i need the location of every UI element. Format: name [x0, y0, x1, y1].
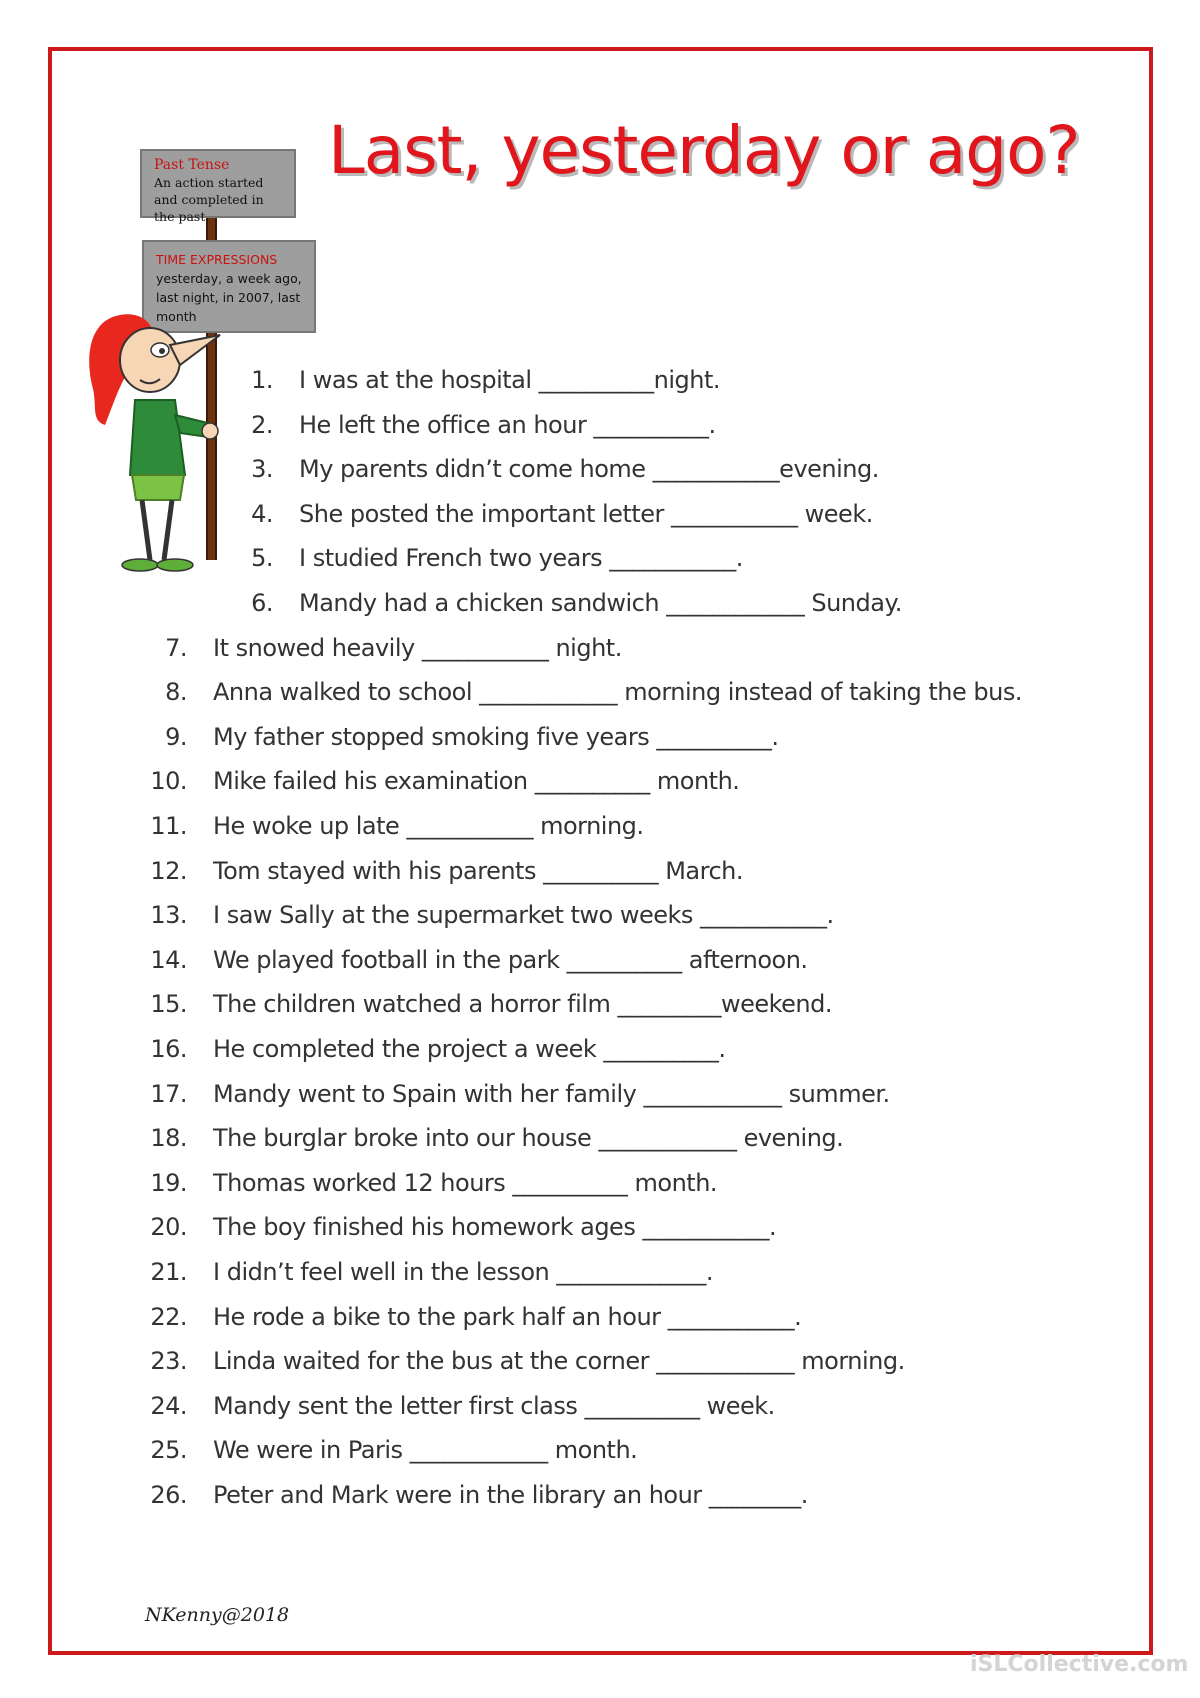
question-text: Thomas worked 12 hours __________ month. — [213, 1168, 718, 1197]
question-number: 17. — [150, 1079, 187, 1108]
question-item — [127, 1475, 808, 1515]
question-item — [127, 761, 739, 801]
question-number: 24. — [150, 1391, 187, 1420]
question-text: It snowed heavily ___________ night. — [213, 633, 622, 662]
question-number: 12. — [150, 856, 187, 885]
question-number: 22. — [150, 1302, 187, 1331]
question-number: 13. — [150, 901, 187, 930]
question-number: 15. — [150, 990, 187, 1019]
question-item — [127, 851, 743, 891]
question-item — [127, 895, 834, 935]
question-text: I was at the hospital __________night. — [299, 366, 721, 394]
question-text: I didn’t feel well in the lesson _____________. — [213, 1258, 713, 1286]
question-text: I studied French two years ___________. — [299, 544, 743, 573]
question-text: Mandy sent the letter first class __________ week. — [213, 1391, 775, 1420]
question-number: 7. — [165, 633, 187, 662]
question-item — [127, 1297, 801, 1337]
question-number: 14. — [150, 945, 187, 974]
question-text: The children watched a horror film _________weekend. — [213, 990, 832, 1019]
question-number: 16. — [150, 1035, 187, 1063]
time-expressions-heading: TIME EXPRESSIONS — [156, 252, 278, 267]
question-item — [213, 538, 743, 578]
question-text: She posted the important letter ___________ week. — [299, 499, 873, 528]
question-text: Linda waited for the bus at the corner ____________ morning. — [213, 1347, 905, 1376]
question-item — [127, 806, 644, 846]
question-item — [213, 405, 716, 445]
question-item — [127, 1252, 713, 1292]
question-text: Anna walked to school ____________ morning instead of taking the bus. — [213, 678, 1022, 707]
question-text: He left the office an hour __________. — [299, 410, 716, 439]
question-item — [127, 1207, 776, 1247]
site-watermark: iSLCollective.com — [970, 1652, 1189, 1677]
question-text: Mike failed his examination __________ month. — [213, 767, 740, 796]
question-number: 20. — [150, 1213, 187, 1242]
question-number: 5. — [251, 544, 273, 573]
question-item — [127, 1430, 637, 1470]
question-number: 19. — [150, 1168, 187, 1197]
question-number: 9. — [165, 722, 187, 751]
question-item — [127, 1163, 717, 1203]
question-item — [213, 360, 720, 400]
question-text: We played football in the park __________ afternoon. — [213, 945, 808, 974]
question-number: 21. — [150, 1258, 187, 1286]
question-item — [213, 449, 879, 489]
question-number: 11. — [150, 812, 187, 840]
question-text: He woke up late ___________ morning. — [213, 812, 644, 840]
question-number: 10. — [150, 767, 187, 796]
question-text: Tom stayed with his parents __________ March. — [213, 856, 744, 885]
past-tense-definition: An action started and completed in the past. — [154, 175, 264, 224]
question-text: We were in Paris ____________ month. — [213, 1436, 638, 1465]
past-tense-heading: Past Tense — [154, 157, 230, 173]
question-text: My parents didn’t come home ___________evening. — [299, 455, 879, 484]
question-item — [127, 1341, 905, 1381]
question-number: 3. — [251, 455, 273, 484]
question-text: The boy finished his homework ages ___________. — [213, 1213, 777, 1242]
question-text: Mandy had a chicken sandwich ____________ Sunday. — [299, 589, 902, 617]
question-item — [213, 494, 873, 534]
question-number: 26. — [150, 1481, 187, 1509]
question-number: 8. — [165, 678, 187, 707]
question-number: 6. — [251, 589, 273, 617]
worksheet-title: Last, yesterday or ago? — [328, 112, 1080, 189]
question-text: He completed the project a week __________. — [213, 1035, 726, 1063]
question-number: 25. — [150, 1436, 187, 1465]
author-credit: NKenny@2018 — [145, 1604, 290, 1626]
past-tense-sign — [140, 149, 296, 224]
question-item — [127, 940, 808, 980]
question-item — [127, 1386, 775, 1426]
question-number: 18. — [150, 1124, 187, 1153]
question-item — [127, 1118, 843, 1158]
question-item — [127, 984, 832, 1024]
question-item — [127, 672, 1022, 712]
question-number: 2. — [251, 410, 273, 439]
question-text: I saw Sally at the supermarket two weeks ___________. — [213, 901, 834, 930]
question-text: The burglar broke into our house ____________ evening. — [213, 1124, 844, 1153]
question-item — [127, 628, 622, 668]
question-number: 23. — [150, 1347, 187, 1376]
question-number: 1. — [251, 366, 273, 394]
question-text: Peter and Mark were in the library an hour ________. — [213, 1481, 808, 1509]
question-item — [127, 717, 779, 757]
question-item — [213, 583, 902, 623]
question-item — [127, 1074, 890, 1114]
question-item — [127, 1029, 726, 1069]
question-number: 4. — [251, 499, 273, 528]
time-expressions-list: yesterday, a week ago, last night, in 2007, last month — [156, 271, 302, 324]
question-text: My father stopped smoking five years __________. — [213, 722, 779, 751]
question-text: Mandy went to Spain with her family ____________ summer. — [213, 1079, 890, 1108]
question-text: He rode a bike to the park half an hour ___________. — [213, 1302, 802, 1331]
